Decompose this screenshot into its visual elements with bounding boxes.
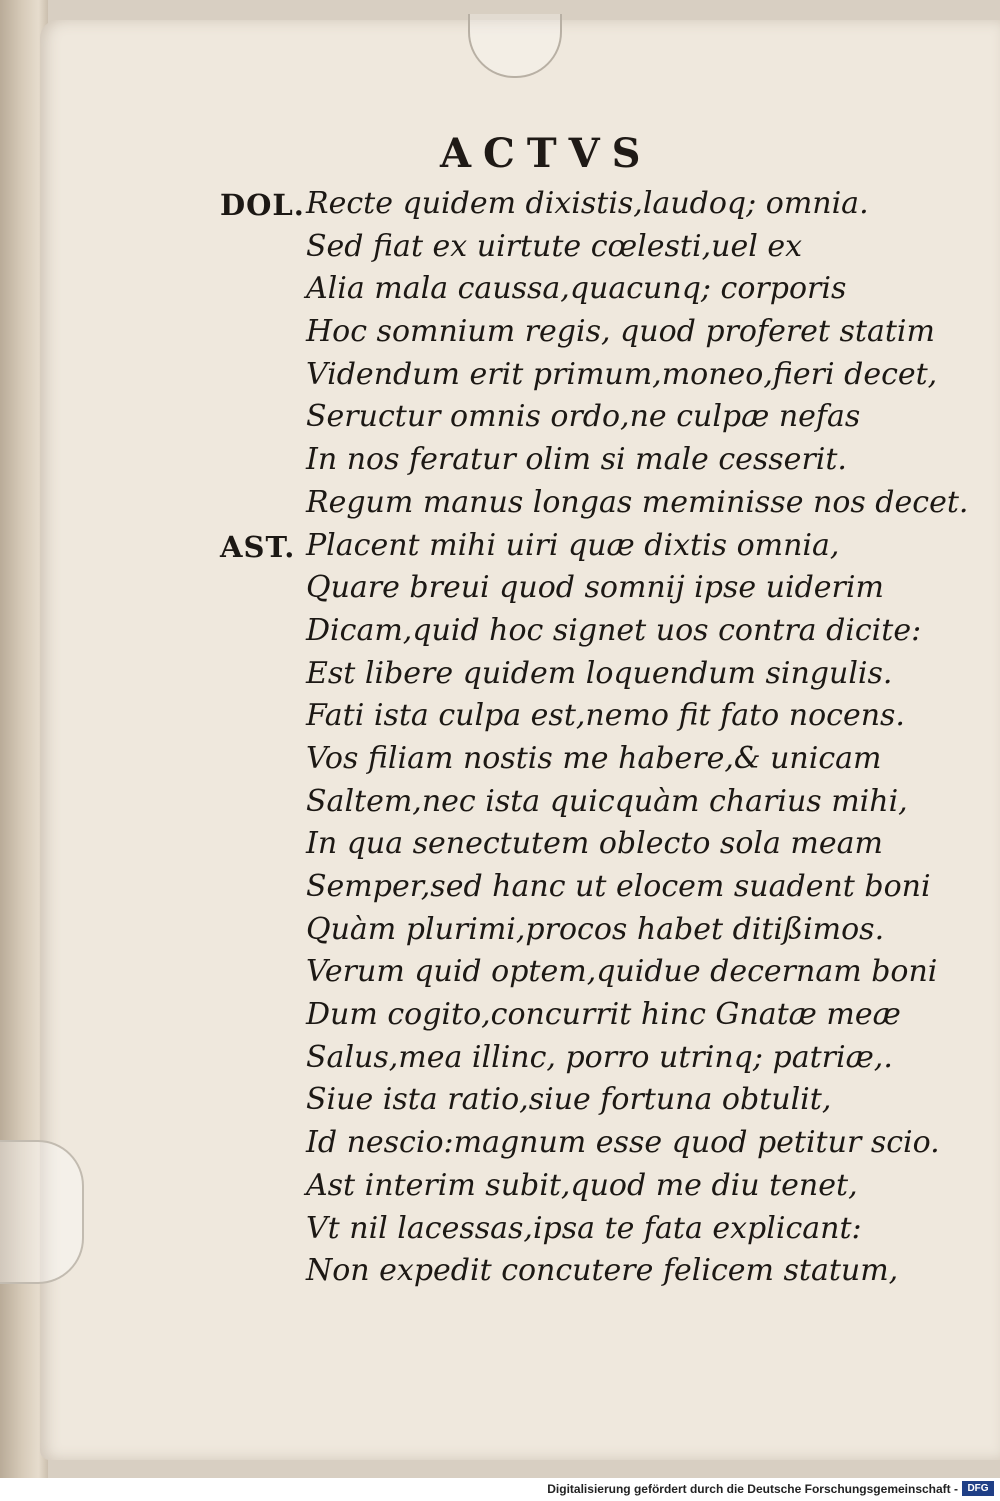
verse-text: Quare breui quod somnij ipse uiderim xyxy=(306,570,884,606)
verse-text: Id nescio:magnum esse quod petitur scio. xyxy=(306,1125,940,1161)
verse-text: Dicam,quid hoc signet uos contra dicite: xyxy=(306,612,922,648)
verse-text: Dum cogito,concurrit hinc Gnatæ meæ xyxy=(306,997,901,1033)
verse-line xyxy=(220,784,920,827)
verse-line xyxy=(220,528,920,571)
footer-bar xyxy=(0,1478,1000,1501)
verse-text: Sed fiat ex uirtute cœlesti,uel ex xyxy=(306,228,802,264)
verse-line xyxy=(220,1253,920,1296)
verse-line xyxy=(220,1125,940,1168)
verse-text: Vt nil lacessas,ipsa te fata explicant: xyxy=(306,1210,862,1246)
verse-text: In qua senectutem oblecto sola meam xyxy=(306,826,883,862)
verse-text: Verum quid optem,quidue decernam boni xyxy=(306,954,938,990)
verse-text: Siue ista ratio,siue fortuna obtulit, xyxy=(306,1082,832,1118)
verse-line xyxy=(220,271,920,314)
verse-line xyxy=(220,314,935,357)
verse-text: Seructur omnis ordo,ne culpæ nefas xyxy=(306,399,861,435)
verse-text: Videndum erit primum,moneo,fieri decet, xyxy=(306,356,938,392)
verse-text: Quàm plurimi,procos habet ditißimos. xyxy=(306,911,885,947)
speaker-label: AST. xyxy=(220,529,296,564)
verse-line xyxy=(220,741,920,784)
verse-text: Non expedit concutere felicem statum, xyxy=(306,1253,899,1289)
page-header: ACTVS xyxy=(440,130,653,177)
verse-line xyxy=(220,912,920,955)
verse-text: Hoc somnium regis, quod proferet statim xyxy=(306,314,935,350)
verse-text: Regum manus longas meminisse nos decet. xyxy=(306,484,969,520)
verse-line xyxy=(220,570,920,613)
verse-text: Fati ista culpa est,nemo fit fato nocens. xyxy=(306,698,905,734)
verse-text: Saltem,nec ista quicquàm charius mihi, xyxy=(306,783,908,819)
paper-clip-side xyxy=(0,1140,84,1284)
verse-line xyxy=(220,698,920,741)
verse-text: Placent mihi uiri quæ dixtis omnia, xyxy=(306,527,840,563)
verse-text: Vos filiam nostis me habere,& unicam xyxy=(306,740,882,776)
speaker-label: DOL. xyxy=(220,188,305,222)
footer-credit: Digitalisierung gefördert durch die Deutsche Forschungsgemeinschaft - xyxy=(547,1482,958,1496)
verse-text: Salus,mea illinc, porro utrinq; patriæ,. xyxy=(306,1039,893,1075)
verse-text: Ast interim subit,quod me diu tenet, xyxy=(306,1167,858,1203)
verse-line xyxy=(220,484,969,528)
verse-line xyxy=(220,997,920,1040)
verse-line xyxy=(220,1211,920,1254)
verse-line xyxy=(220,1082,920,1125)
verse-line xyxy=(220,869,931,912)
verse-line xyxy=(220,1168,920,1211)
verse-text: Alia mala caussa,quacunq; corporis xyxy=(306,271,847,307)
verse-text: In nos feratur olim si male cesserit. xyxy=(306,442,847,478)
verse-text: Est libere quidem loquendum singulis. xyxy=(306,655,893,691)
verse-line xyxy=(220,442,920,485)
verse-line xyxy=(220,356,938,400)
verse-line xyxy=(220,613,920,656)
dfg-logo: DFG xyxy=(962,1481,994,1496)
verse-line xyxy=(220,656,920,699)
verse-block xyxy=(220,186,969,1296)
verse-text: Recte quidem dixistis,laudoq; omnia. xyxy=(306,186,869,221)
verse-text: Semper,sed hanc ut elocem suadent boni xyxy=(306,869,931,904)
verse-line xyxy=(220,186,920,229)
verse-line xyxy=(220,399,920,442)
verse-line xyxy=(220,1040,920,1083)
verse-line xyxy=(220,229,920,272)
verse-line xyxy=(220,954,938,997)
verse-line xyxy=(220,826,920,869)
